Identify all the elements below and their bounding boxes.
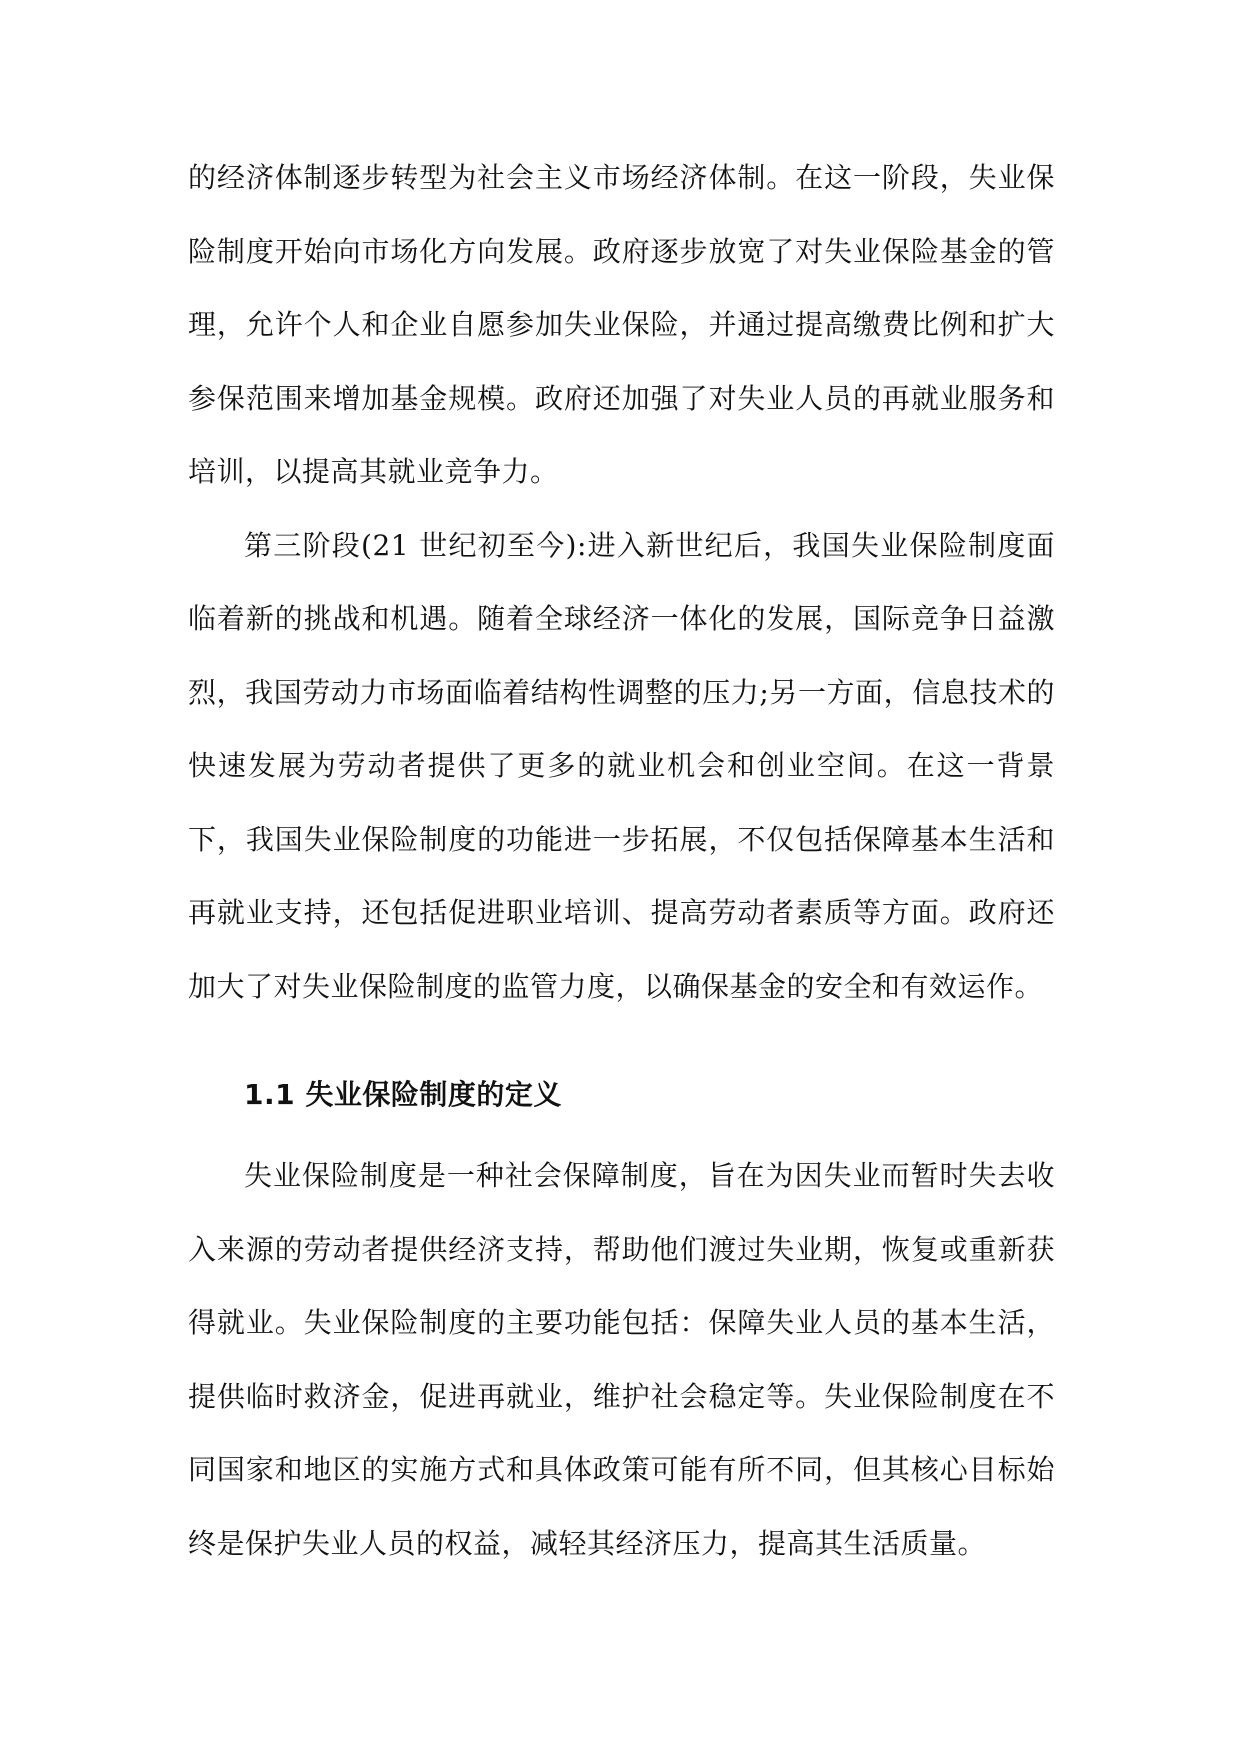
body-paragraph-definition: 失业保险制度是一种社会保障制度，旨在为因失业而暂时失去收入来源的劳动者提供经济支持，帮助他们渡过失业期，恢复或重新获得就业。失业保险制度的主要功能包括：保障失业人员的基本生活，提供临时救济金，促进再就业，维护社会稳定等。失业保险制度在不同国家和地区的实施方式和具体政策可能有所不同，但其核心目标始终是保护失业人员的权益，减轻其经济压力，提高其生活质量。 <box>188 1159 1055 1560</box>
body-paragraph-continuation: 的经济体制逐步转型为社会主义市场经济体制。在这一阶段，失业保险制度开始向市场化方向发展。政府逐步放宽了对失业保险基金的管理，允许个人和企业自愿参加失业保险，并通过提高缴费比例和扩大参保范围来增加基金规模。政府还加强了对失业人员的再就业服务和培训，以提高其就业竞争力。 <box>188 161 1055 488</box>
body-paragraph-third-stage: 第三阶段(21 世纪初至今):进入新世纪后，我国失业保险制度面临着新的挑战和机遇。随着全球经济一体化的发展，国际竞争日益激烈，我国劳动力市场面临着结构性调整的压力;另一方面，信息技术的快速发展为劳动者提供了更多的就业机会和创业空间。在这一背景下，我国失业保险制度的功能进一步拓展，不仅包括保障基本生活和再就业支持，还包括促进职业培训、提高劳动者素质等方面。政府还加大了对失业保险制度的监管力度，以确保基金的安全和有效运作。 <box>188 528 1055 1003</box>
section-heading: 1.1 失业保险制度的定义 <box>244 1078 562 1111</box>
document-body <box>188 141 1055 1580</box>
